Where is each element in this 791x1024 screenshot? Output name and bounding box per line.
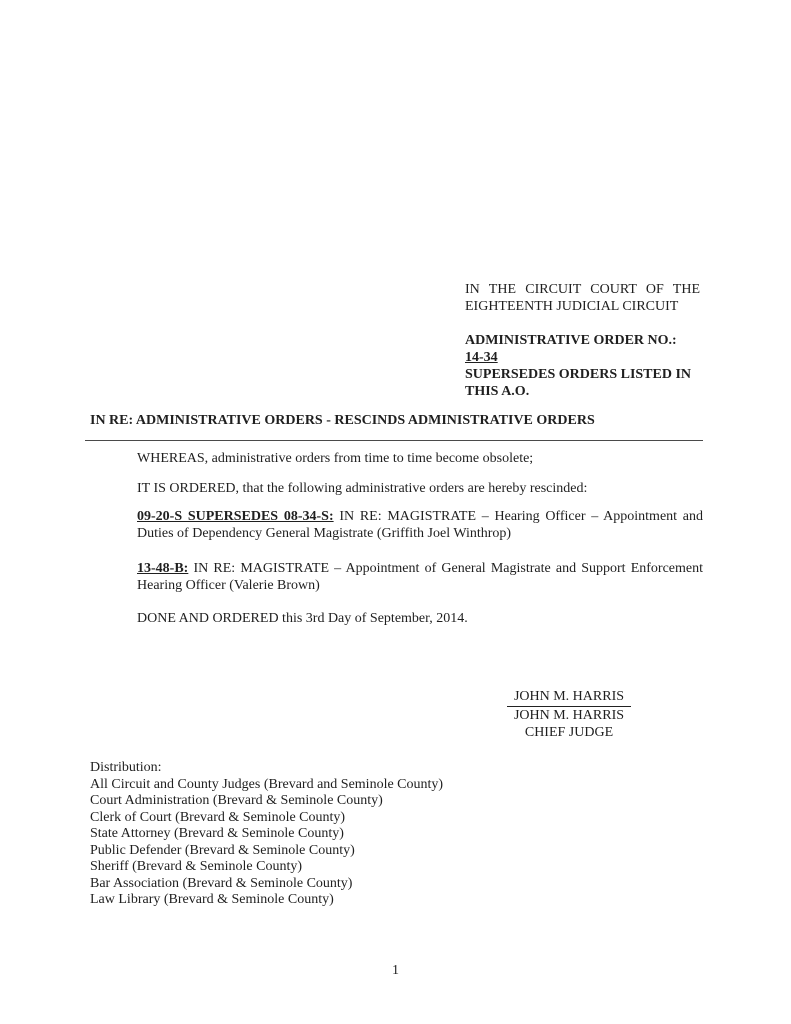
done-and-ordered-line: DONE AND ORDERED this 3rd Day of September, 2014. <box>137 611 468 626</box>
distribution-item: Law Library (Brevard & Seminole County) <box>90 892 334 907</box>
supersedes-note: SUPERSEDES ORDERS LISTED IN THIS A.O. <box>465 367 692 399</box>
page-number: 1 <box>392 963 399 978</box>
divider-line <box>85 440 703 441</box>
court-name: IN THE CIRCUIT COURT OF THE EIGHTEENTH JUDICIAL CIRCUIT <box>465 282 700 314</box>
distribution-item: Bar Association (Brevard & Seminole County) <box>90 875 353 891</box>
distribution-label: Distribution: <box>90 760 162 775</box>
distribution-item: Court Administration (Brevard & Seminole County) <box>90 793 383 808</box>
whereas-paragraph: WHEREAS, administrative orders from time to time become obsolete; <box>137 451 534 466</box>
order-number-line <box>465 349 700 366</box>
distribution-item: Clerk of Court (Brevard & Seminole County) <box>90 809 346 825</box>
printed-name: JOHN M. HARRIS <box>513 708 625 723</box>
document-title: IN RE: ADMINISTRATIVE ORDERS - RESCINDS ADMINISTRATIVE ORDERS <box>90 413 595 428</box>
rescinded-order-item-1 <box>137 508 703 542</box>
rescinded-order-1-number: 09-20-S SUPERSEDES 08-34-S: <box>137 509 334 524</box>
rescinded-order-item-2 <box>137 560 703 594</box>
it-is-ordered-paragraph: IT IS ORDERED, that the following administrative orders are hereby rescinded: <box>137 481 588 496</box>
signature-block <box>459 688 679 741</box>
rescinded-order-1-description: IN RE: MAGISTRATE – Hearing Officer – Appointment and Duties of Dependency General Magistrate (Griffith Joel Winthrop) <box>137 509 704 541</box>
signed-name: JOHN M. HARRIS <box>507 688 631 707</box>
distribution-list <box>90 760 703 909</box>
order-number-label: ADMINISTRATIVE ORDER NO.: <box>465 333 677 348</box>
signer-title: CHIEF JUDGE <box>524 725 614 740</box>
distribution-item: Sheriff (Brevard & Seminole County) <box>90 859 303 874</box>
distribution-item: Public Defender (Brevard & Seminole County) <box>90 842 355 858</box>
rescinded-order-2-description: IN RE: MAGISTRATE – Appointment of General Magistrate and Support Enforcement Hearing Officer (Valerie Brown) <box>137 561 703 593</box>
distribution-item: State Attorney (Brevard & Seminole County) <box>90 826 344 841</box>
distribution-item: All Circuit and County Judges (Brevard and Seminole County) <box>90 776 444 792</box>
signature-line <box>459 688 679 707</box>
document-content <box>90 0 703 909</box>
rescinded-order-2-number: 13-48-B: <box>137 561 189 576</box>
caption-header-block <box>465 281 700 400</box>
order-number: 14-34 <box>465 350 498 365</box>
order-number-group <box>465 332 700 400</box>
